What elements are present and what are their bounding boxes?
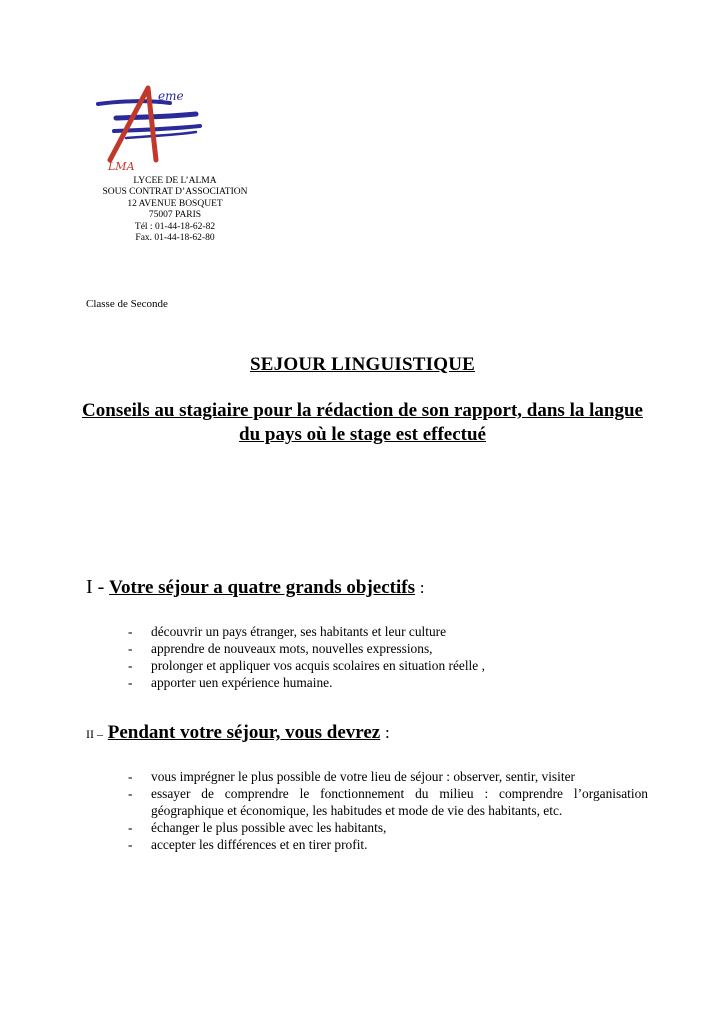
list-item xyxy=(128,785,648,819)
address-line-contract: SOUS CONTRAT D’ASSOCIATION xyxy=(102,187,248,198)
address-line-fax: Fax. 01-44-18-62-80 xyxy=(135,233,215,244)
list-item-text: prolonger et appliquer vos acquis scolaires en situation réelle , xyxy=(151,658,485,673)
list-item xyxy=(128,657,648,674)
list-item-text: accepter les différences et en tirer profit. xyxy=(151,837,368,852)
objectives-list xyxy=(128,623,648,691)
list-item-text: découvrir un pays étranger, ses habitants et leur culture xyxy=(151,624,447,639)
list-item xyxy=(128,819,648,836)
list-item-text: apprendre de nouveaux mots, nouvelles expressions, xyxy=(151,641,433,656)
address-line-city: 75007 PARIS xyxy=(148,210,202,221)
bullet-dash: - xyxy=(128,837,133,852)
bullet-dash: - xyxy=(128,675,133,690)
logo-superscript: eme xyxy=(158,89,184,103)
document-subtitle: Conseils au stagiaire pour la rédaction de son rapport, dans la langue du pays où le stage est effectué xyxy=(82,400,643,445)
logo-red-a xyxy=(110,88,156,160)
bullet-dash: - xyxy=(128,769,133,784)
list-item xyxy=(128,674,648,691)
alma-logo-graphic xyxy=(96,84,206,176)
section-number: II – xyxy=(86,727,103,741)
list-item-text: échanger le plus possible avec les habitants, xyxy=(151,820,387,835)
list-item-text: vous imprégner le plus possible de votre lieu de séjour : observer, sentir, visiter xyxy=(151,769,575,784)
bullet-dash: - xyxy=(128,641,133,656)
section-number: I - xyxy=(86,576,105,598)
section-colon: : xyxy=(385,723,390,742)
section-title: Votre séjour a quatre grands objectifs xyxy=(109,577,415,598)
school-address xyxy=(60,176,290,244)
section-title: Pendant votre séjour, vous devrez xyxy=(107,722,381,743)
bullet-dash: - xyxy=(128,820,133,835)
bullet-dash: - xyxy=(128,786,133,801)
address-line-street: 12 AVENUE BOSQUET xyxy=(127,198,223,209)
list-item xyxy=(128,768,648,785)
list-item xyxy=(128,836,648,853)
school-logo xyxy=(96,84,206,176)
list-item-text: apporter uen expérience humaine. xyxy=(151,675,333,690)
section-colon: : xyxy=(419,578,425,597)
logo-blue-stroke-4 xyxy=(126,132,196,138)
address-line-phone: Tél : 01-44-18-62-82 xyxy=(134,221,216,232)
during-stay-list xyxy=(128,768,648,853)
bullet-dash: - xyxy=(128,658,133,673)
address-line-name: LYCEE DE L’ALMA xyxy=(133,176,217,186)
section-heading-during-stay xyxy=(86,722,390,744)
bullet-dash: - xyxy=(128,624,133,639)
logo-wordmark: LMA xyxy=(108,160,135,173)
list-item-text: essayer de comprendre le fonctionnement du milieu : comprendre l’organisation géographique et économique, les habitudes et mode de vie des habitants, etc. xyxy=(151,786,648,818)
list-item xyxy=(128,640,648,657)
section-heading-objectives xyxy=(86,576,424,599)
logo-blue-stroke-2 xyxy=(116,114,196,118)
document-title: SEJOUR LINGUISTIQUE xyxy=(250,354,475,375)
list-item xyxy=(128,623,648,640)
class-label: Classe de Seconde xyxy=(86,298,168,310)
